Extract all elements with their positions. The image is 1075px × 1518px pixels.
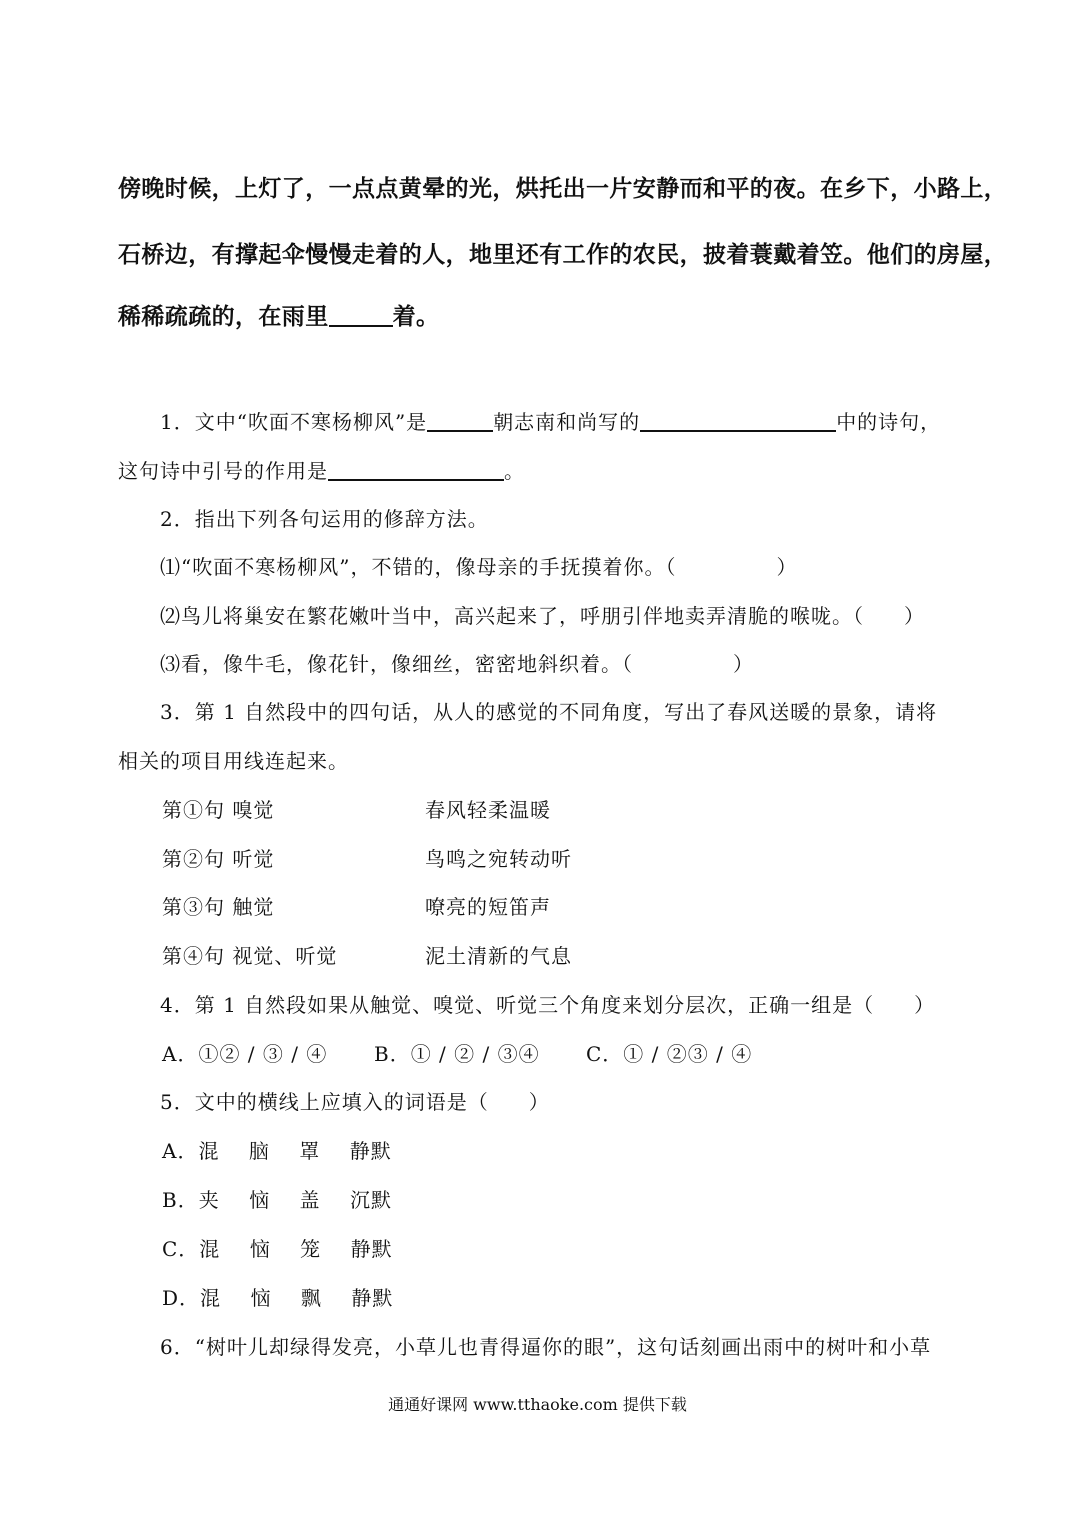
q3-right-item-1[interactable]: 春风轻柔温暖 [425,798,551,822]
passage-line-3-end: 着。 [392,304,440,330]
q5-option-b[interactable]: B．夹 恼 盖 沉默 [162,1188,392,1212]
q3-left-item-1[interactable]: 第①句 嗅觉 [162,798,275,822]
q3-left-item-3[interactable]: 第③句 触觉 [162,895,275,919]
question-2-item-2 [160,600,925,629]
q1-text-d: 这句诗中引号的作用是 [118,459,328,483]
q4-stem-close: ） [914,993,936,1017]
q5-stem-close: ） [528,1090,550,1114]
q1-text-b: 朝志南和尚写的 [493,410,641,434]
passage-line-3 [118,298,439,331]
question-5-stem [160,1086,550,1115]
question-3-stem-2: 相关的项目用线连起来。 [118,749,349,773]
q2-item-1-text: ⑴“吹面不寒杨柳风”，不错的，像母亲的手抚摸着你。（ [160,555,677,579]
q3-right-item-2[interactable]: 鸟鸣之宛转动听 [425,847,572,871]
q4-stem-text: 4．第 1 自然段如果从触觉、嗅觉、听觉三个角度来划分层次，正确一组是（ [160,993,875,1017]
q5-option-a[interactable]: A．混 脑 罩 静默 [162,1139,392,1163]
page-footer: 通通好课网 www.tthaoke.com 提供下载 [388,1395,687,1414]
q4-option-c[interactable]: C．① / ②③ / ④ [586,1042,753,1066]
question-3-stem-1: 3．第 1 自然段中的四句话，从人的感觉的不同角度，写出了春风送暖的景象，请将 [160,700,938,724]
question-1-line-2 [118,455,525,484]
q1-blank-poem[interactable] [640,410,836,432]
q4-option-b[interactable]: B．① / ② / ③④ [374,1042,540,1066]
q5-option-c[interactable]: C．混 恼 笼 静默 [162,1237,393,1261]
q1-blank-author[interactable] [427,410,493,432]
q4-option-a[interactable]: A．①② / ③ / ④ [162,1042,328,1066]
question-4-stem [160,989,935,1018]
question-2-stem: 2．指出下列各句运用的修辞方法。 [160,507,489,531]
passage-line-1: 傍晚时候，上灯了，一点点黄晕的光，烘托出一片安静而和平的夜。在乡下，小路上， [118,176,1008,202]
q1-blank-quote-use[interactable] [328,459,504,481]
q1-text-e: 。 [504,459,525,483]
question-2-item-3 [160,648,754,677]
q5-option-d[interactable]: D．混 恼 飘 静默 [162,1286,394,1310]
q3-right-item-4[interactable]: 泥土清新的气息 [425,944,572,968]
q1-text-c: 中的诗句， [836,410,942,434]
passage-line-3-start: 稀稀疏疏的，在雨里 [118,304,329,330]
q5-stem-text: 5．文中的横线上应填入的词语是（ [160,1090,489,1114]
q2-item-2-close: ） [904,604,925,628]
q2-item-3-close: ） [733,652,754,676]
q3-right-item-3[interactable]: 嘹亮的短笛声 [425,895,551,919]
q3-left-item-4[interactable]: 第④句 视觉、听觉 [162,944,338,968]
q2-item-3-text: ⑶看，像牛毛，像花针，像细丝，密密地斜织着。（ [160,652,633,676]
q2-item-1-close: ） [776,555,798,579]
q1-text-a: 1．文中“吹面不寒杨柳风”是 [160,410,428,434]
question-6-stem: 6．“树叶儿却绿得发亮，小草儿也青得逼你的眼”，这句话刻画出雨中的树叶和小草 [160,1335,932,1359]
q2-item-2-text: ⑵鸟儿将巢安在繁花嫩叶当中，高兴起来了，呼朋引伴地卖弄清脆的喉咙。（ [160,604,864,628]
question-1-line-1 [160,406,941,435]
question-2-item-1 [160,551,797,580]
passage-line-2: 石桥边，有撑起伞慢慢走着的人，地里还有工作的农民，披着蓑戴着笠。他们的房屋， [118,242,1008,268]
passage-blank[interactable] [329,305,393,327]
q3-left-item-2[interactable]: 第②句 听觉 [162,847,275,871]
